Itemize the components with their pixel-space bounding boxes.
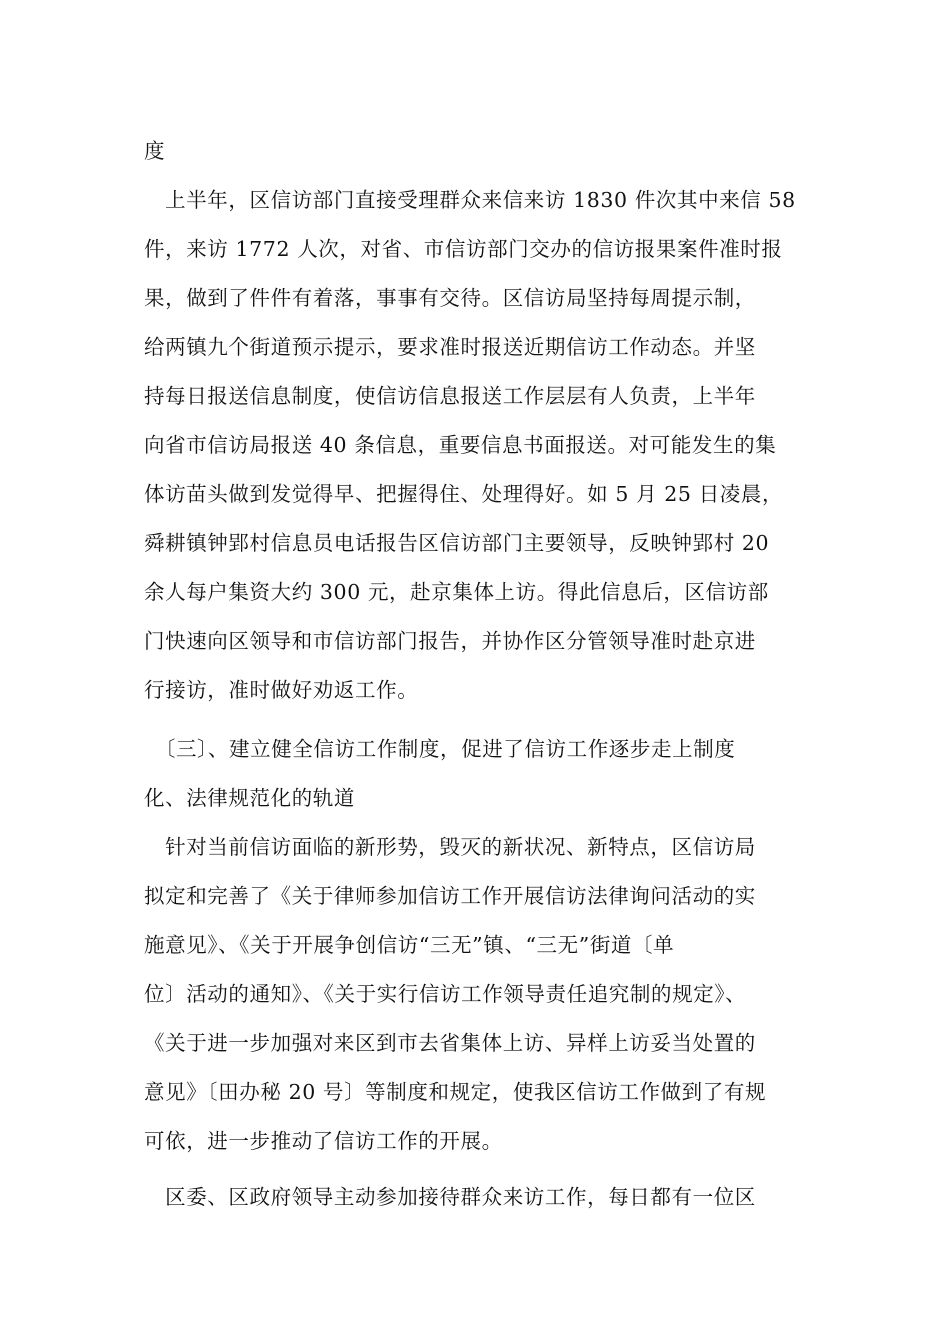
text-line-12: 行接访，准时做好劝返工作。 [144, 678, 419, 702]
text-line-8: 体访苗头做到发觉得早、把握得住、处理得好。如 5 月 25 日凌晨， [144, 482, 784, 506]
text-line-19: 《关于进一步加强对来区到市去省集体上访、异样上访妥当处置的 [144, 1031, 756, 1055]
text-line-21: 可依，进一步推动了信访工作的开展。 [144, 1129, 503, 1153]
text-line-2: 上半年，区信访部门直接受理群众来信来访 1830 件次其中来信 58 [144, 188, 796, 212]
text-line-7: 向省市信访局报送 40 条信息，重要信息书面报送。对可能发生的集 [144, 433, 777, 457]
text-line-13: 〔三〕、建立健全信访工作制度，促进了信访工作逐步走上制度 [144, 737, 736, 761]
text-line-5: 给两镇九个街道预示提示，要求准时报送近期信访工作动态。并坚 [144, 335, 756, 359]
text-line-4: 果，做到了件件有着落，事事有交待。区信访局坚持每周提示制， [144, 286, 756, 310]
text-line-22: 区委、区政府领导主动参加接待群众来访工作，每日都有一位区 [144, 1185, 756, 1209]
text-line-15: 针对当前信访面临的新形势，毁灭的新状况、新特点，区信访局 [144, 835, 756, 859]
text-line-14: 化、法律规范化的轨道 [144, 786, 355, 810]
text-line-17: 施意见》、《关于开展争创信访“三无”镇、“三无”街道〔单 [144, 933, 675, 957]
text-line-9: 舜耕镇钟郢村信息员电话报告区信访部门主要领导，反映钟郢村 20 [144, 531, 770, 555]
text-line-18: 位〕活动的通知》、《关于实行信访工作领导责任追究制的规定》、 [144, 982, 747, 1006]
text-line-3: 件，来访 1772 人次，对省、市信访部门交办的信访报果案件准时报 [144, 237, 783, 261]
text-line-11: 门快速向区领导和市信访部门报告，并协作区分管领导准时赴京进 [144, 629, 756, 653]
text-line-20: 意见》〔田办秘 20 号〕等制度和规定，使我区信访工作做到了有规 [144, 1080, 767, 1104]
text-line-16: 拟定和完善了《关于律师参加信访工作开展信访法律询问活动的实 [144, 884, 756, 908]
text-line-6: 持每日报送信息制度，使信访信息报送工作层层有人负责，上半年 [144, 384, 756, 408]
text-line-1: 度 [144, 139, 166, 163]
text-line-10: 余人每户集资大约 300 元，赴京集体上访。得此信息后，区信访部 [144, 580, 769, 604]
